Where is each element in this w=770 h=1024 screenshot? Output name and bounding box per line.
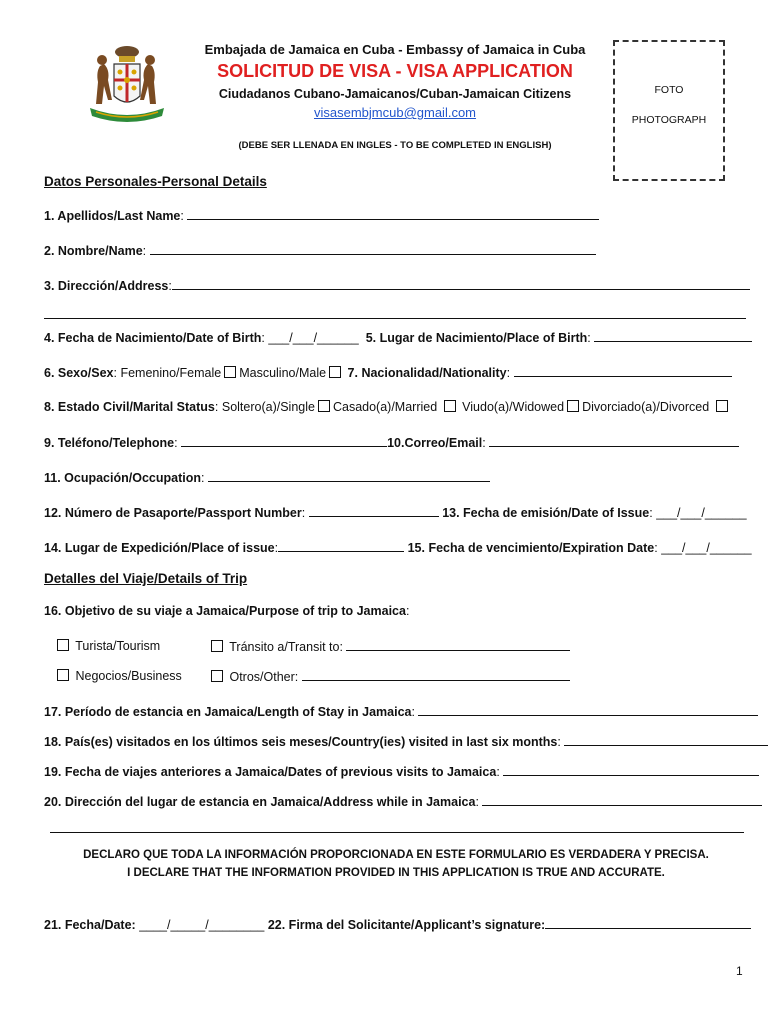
coat-of-arms-logo — [86, 42, 168, 128]
single-label: Soltero(a)/Single — [221, 400, 315, 414]
male-label: Masculino/Male — [239, 366, 327, 380]
other-option — [208, 669, 570, 684]
married-checkbox[interactable] — [444, 400, 456, 412]
purpose-label: 16. Objetivo de su viaje a Jamaica/Purpose of trip to Jamaica — [44, 604, 406, 618]
colon: : — [506, 366, 511, 380]
other-label: Otros/Other — [229, 670, 295, 684]
colon: : — [496, 765, 500, 779]
colon: : — [274, 541, 279, 555]
tourism-label: Turista/Tourism — [75, 639, 161, 653]
transit-checkbox[interactable] — [211, 640, 223, 652]
address-jamaica-label: 20. Dirección del lugar de estancia en Jamaica/Address while in Jamaica — [44, 795, 476, 809]
colon: : — [142, 244, 147, 258]
address-field-line-2[interactable] — [44, 318, 746, 319]
colon: : — [475, 795, 479, 809]
length-of-stay-row — [44, 704, 758, 719]
nationality-label: 7. Nacionalidad/Nationality — [347, 366, 507, 380]
declaration-es: DECLARO QUE TODA LA INFORMACIÓN PROPORCIONADA EN ESTE FORMULARIO ES VERDADERA Y PRECISA. — [83, 849, 709, 861]
address-field[interactable] — [172, 278, 750, 290]
business-label: Negocios/Business — [75, 669, 182, 683]
date-field[interactable]: ____/_____/________ — [139, 918, 265, 932]
previous-visits-row — [44, 764, 759, 779]
occupation-row — [44, 470, 490, 485]
declaration-en: I DECLARE THAT THE INFORMATION PROVIDED IN THIS APPLICATION IS TRUE AND ACCURATE. — [127, 867, 665, 879]
occupation-label: 11. Ocupación/Occupation — [44, 471, 201, 485]
tourism-option — [54, 639, 160, 653]
divorced-checkbox[interactable] — [716, 400, 728, 412]
last-name-field[interactable] — [187, 208, 599, 220]
address-label: 3. Dirección/Address — [44, 279, 169, 293]
signature-label: 22. Firma del Solicitante/Applicant’s signature: — [267, 918, 546, 932]
embassy-name: Embajada de Jamaica en Cuba - Embassy of Jamaica in Cuba — [204, 42, 586, 57]
page-number: 1 — [736, 964, 743, 978]
male-checkbox[interactable] — [329, 366, 341, 378]
countries-visited-field[interactable] — [564, 734, 768, 746]
other-checkbox[interactable] — [211, 670, 223, 682]
business-option — [54, 669, 182, 683]
personal-details-heading: Datos Personales-Personal Details — [44, 174, 267, 189]
transit-field[interactable] — [346, 639, 570, 651]
birthplace-label: 5. Lugar de Nacimiento/Place of Birth — [365, 331, 588, 345]
address-row — [44, 278, 750, 293]
colon: : — [200, 471, 205, 485]
sex-label: 6. Sexo/Sex — [44, 366, 114, 380]
colon: : — [214, 400, 219, 414]
colon: : — [482, 436, 486, 450]
widowed-label: Viudo(a)/Widowed — [462, 400, 565, 414]
email-field[interactable] — [489, 435, 739, 447]
last-name-label: 1. Apellidos/Last Name — [44, 209, 181, 223]
married-label: Casado(a)/Married — [332, 400, 438, 414]
previous-visits-label: 19. Fecha de viajes anteriores a Jamaica/Dates of previous visits to Jamaica — [44, 765, 497, 779]
dob-label: 4. Fecha de Nacimiento/Date of Birth — [44, 331, 262, 345]
colon: : — [301, 506, 306, 520]
address-jamaica-field[interactable] — [482, 794, 762, 806]
other-field[interactable] — [302, 669, 570, 681]
phone-row — [44, 435, 739, 450]
colon: : — [174, 436, 178, 450]
phone-field[interactable] — [181, 435, 387, 447]
expiration-date-field[interactable]: ___/___/______ — [661, 541, 752, 555]
transit-label: Tránsito a/Transit to — [229, 640, 340, 654]
email-link[interactable]: visasembjmcub@gmail.com — [313, 105, 477, 120]
colon: : — [113, 366, 117, 380]
colon: : — [180, 209, 184, 223]
countries-visited-row — [44, 734, 768, 749]
sex-row — [44, 365, 732, 380]
birthplace-field[interactable] — [594, 330, 752, 342]
citizens-subtitle: Ciudadanos Cubano-Jamaicanos/Cuban-Jamaican Citizens — [218, 87, 572, 101]
photo-box — [613, 40, 725, 181]
tourism-checkbox[interactable] — [57, 639, 69, 651]
photo-label-en: PHOTOGRAPH — [631, 114, 707, 126]
issue-date-field[interactable]: ___/___/______ — [656, 506, 747, 520]
nationality-field[interactable] — [514, 365, 732, 377]
divorced-label: Divorciado(a)/Divorced — [582, 400, 710, 414]
colon: : — [649, 506, 653, 520]
transit-option — [208, 639, 570, 654]
address-jamaica-field-line-2[interactable] — [50, 832, 744, 833]
marital-row — [44, 400, 731, 414]
birth-row — [44, 330, 752, 345]
business-checkbox[interactable] — [57, 669, 69, 681]
issue-place-label: 14. Lugar de Expedición/Place of issue — [44, 541, 275, 555]
expiration-date-label: 15. Fecha de vencimiento/Expiration Date — [407, 541, 655, 555]
marital-label: 8. Estado Civil/Marital Status — [44, 400, 215, 414]
signature-row — [44, 917, 751, 932]
name-row — [44, 243, 596, 258]
colon: : — [587, 331, 591, 345]
issue-place-row — [44, 540, 752, 555]
purpose-row — [44, 604, 409, 618]
passport-number-field[interactable] — [309, 505, 439, 517]
name-label: 2. Nombre/Name — [44, 244, 143, 258]
phone-label: 9. Teléfono/Telephone — [44, 436, 175, 450]
issue-place-field[interactable] — [278, 540, 404, 552]
countries-visited-label: 18. País(es) visitados en los últimos seis meses/Country(ies) visited in last six months — [44, 735, 558, 749]
colon: : — [261, 331, 265, 345]
length-of-stay-label: 17. Período de estancia en Jamaica/Length of Stay in Jamaica — [44, 705, 412, 719]
colon: : — [405, 604, 410, 618]
signature-field[interactable] — [545, 917, 751, 929]
passport-number-label: 12. Número de Pasaporte/Passport Number — [44, 506, 302, 520]
colon: : — [339, 640, 343, 654]
length-of-stay-field[interactable] — [418, 704, 758, 716]
previous-visits-field[interactable] — [503, 764, 759, 776]
colon: : — [654, 541, 658, 555]
female-checkbox[interactable] — [224, 366, 236, 378]
colon: : — [294, 670, 299, 684]
female-label: Femenino/Female — [120, 366, 222, 380]
address-jamaica-row — [44, 794, 762, 809]
passport-row — [44, 505, 747, 520]
email-label: 10.Correo/Email — [387, 436, 483, 450]
single-checkbox[interactable] — [318, 400, 330, 412]
trip-details-heading: Detalles del Viaje/Details of Trip — [44, 571, 248, 586]
issue-date-label: 13. Fecha de emisión/Date of Issue — [442, 506, 650, 520]
photo-label-es: FOTO — [654, 84, 684, 96]
colon: : — [411, 705, 415, 719]
language-instruction: (DEBE SER LLENADA EN INGLES - TO BE COMPLETED IN ENGLISH) — [238, 140, 552, 151]
widowed-checkbox[interactable] — [567, 400, 579, 412]
occupation-field[interactable] — [208, 470, 490, 482]
colon: : — [557, 735, 561, 749]
colon: : — [168, 279, 172, 293]
form-title: SOLICITUD DE VISA - VISA APPLICATION — [217, 61, 573, 81]
dob-field[interactable]: ___/___/______ — [268, 331, 359, 345]
name-field[interactable] — [150, 243, 596, 255]
last-name-row — [44, 208, 599, 223]
date-label: 21. Fecha/Date: — [44, 918, 136, 932]
